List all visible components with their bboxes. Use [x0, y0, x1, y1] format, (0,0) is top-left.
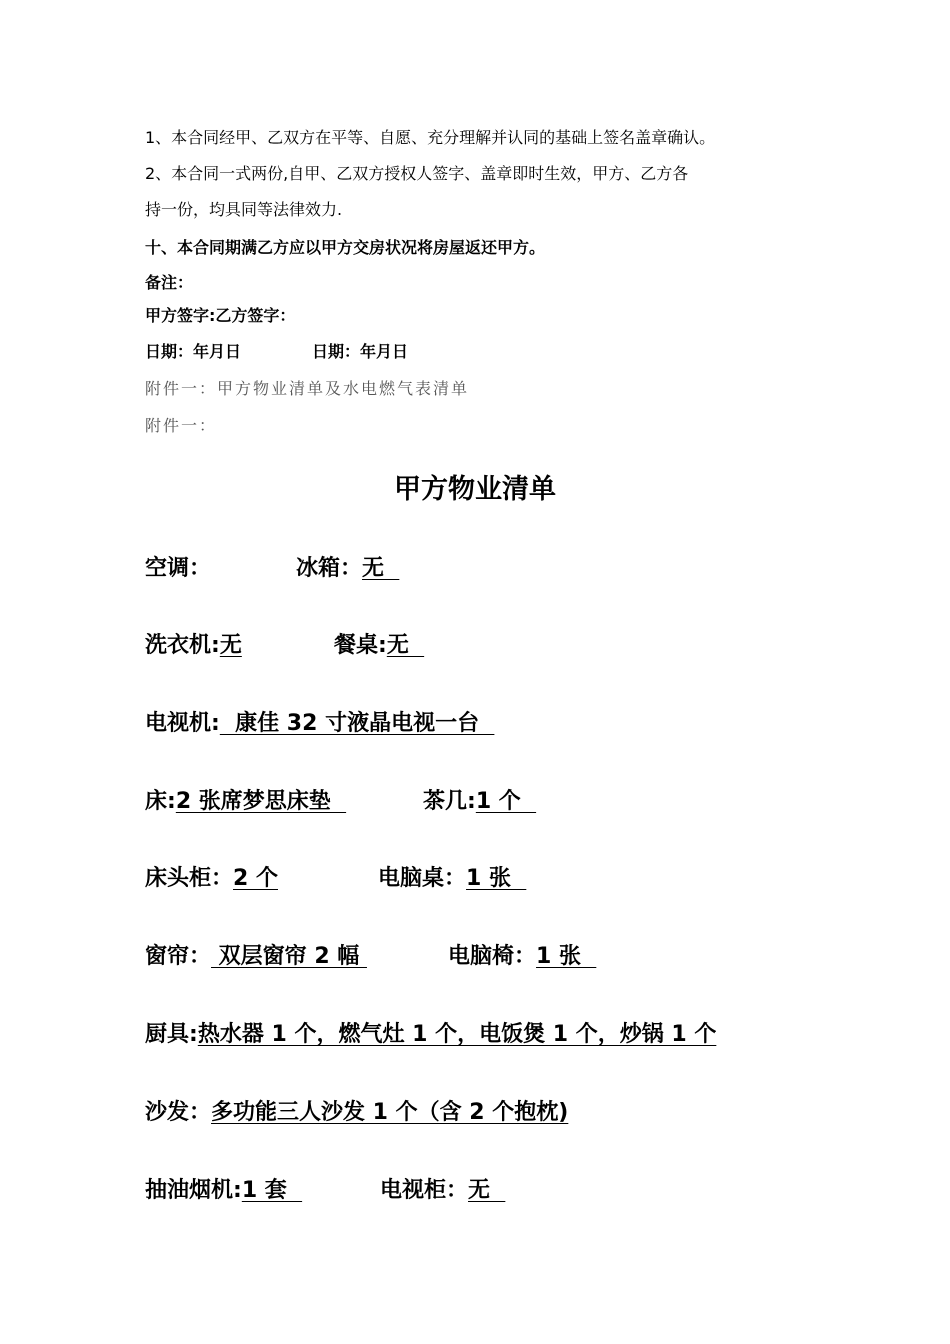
computer-chair-entry — [448, 939, 596, 970]
inventory-title: 甲方物业清单 — [394, 474, 556, 505]
dining-table-label: 餐桌: — [334, 633, 387, 658]
washer-label: 洗衣机: — [145, 633, 220, 658]
clause-2-line-2: 持一份，均具同等法律效力. — [145, 200, 343, 219]
tv-stand-label: 电视柜： — [380, 1178, 469, 1203]
washer-value: 无 — [219, 633, 242, 658]
range-hood-value: 1 套 — [241, 1178, 303, 1203]
air-conditioner-label: 空调： — [145, 556, 212, 581]
nightstand-value: 2 个 — [233, 866, 278, 891]
tv-entry — [145, 706, 494, 737]
curtain-entry — [145, 939, 367, 970]
computer-desk-value: 1 张 — [466, 866, 527, 891]
kitchenware-label: 厨具: — [145, 1022, 198, 1047]
tv-label: 电视机: — [145, 711, 220, 736]
kitchenware-entry — [145, 1017, 716, 1048]
tv-stand-entry — [380, 1173, 505, 1204]
range-hood-label: 抽油烟机: — [145, 1178, 242, 1203]
computer-chair-value: 1 张 — [536, 944, 597, 969]
date-line-party-a: 日期：年月日 — [145, 342, 242, 361]
dining-table-value: 无 — [386, 633, 425, 658]
dining-table-entry — [334, 628, 424, 659]
fridge-value: 无 — [362, 556, 400, 581]
tv-value: 康佳 32 寸液晶电视一台 — [219, 711, 495, 736]
clause-10: 十、本合同期满乙方应以甲方交房状况将房屋返还甲方。 — [145, 238, 546, 257]
attachment-label: 附件一： — [145, 416, 218, 435]
sofa-value: 多功能三人沙发 1 个（含 2 个抱枕) — [211, 1100, 569, 1125]
signature-line: 甲方签字:乙方签字： — [145, 306, 296, 325]
tea-table-value: 1 个 — [475, 789, 537, 814]
tv-stand-value: 无 — [468, 1178, 506, 1203]
computer-chair-label: 电脑椅： — [448, 944, 537, 969]
clause-2-line-1: 2、本合同一式两份,自甲、乙双方授权人签字、盖章即时生效，甲方、乙方各 — [145, 164, 689, 183]
date-line-party-b: 日期：年月日 — [312, 342, 409, 361]
sofa-entry — [145, 1095, 568, 1126]
range-hood-entry — [145, 1173, 302, 1204]
sofa-label: 沙发： — [145, 1100, 212, 1125]
curtain-label: 窗帘： — [145, 944, 212, 969]
remark-label: 备注： — [145, 273, 194, 292]
fridge-label: 冰箱： — [296, 556, 363, 581]
washer-entry — [145, 628, 242, 659]
attachment-list-line: 附件一：甲方物业清单及水电燃气表清单 — [145, 379, 470, 398]
tea-table-label: 茶几: — [423, 789, 476, 814]
computer-desk-entry — [378, 861, 526, 892]
bed-entry — [145, 784, 346, 815]
bed-value: 2 张席梦思床垫 — [175, 789, 347, 814]
curtain-value: 双层窗帘 2 幅 — [211, 944, 367, 969]
clause-1: 1、本合同经甲、乙双方在平等、自愿、充分理解并认同的基础上签名盖章确认。 — [145, 128, 716, 147]
fridge-entry — [296, 551, 399, 582]
nightstand-entry — [145, 861, 278, 892]
tea-table-entry — [423, 784, 536, 815]
computer-desk-label: 电脑桌： — [378, 866, 467, 891]
kitchenware-value: 热水器 1 个，燃气灶 1 个，电饭煲 1 个，炒锅 1 个 — [197, 1022, 717, 1047]
nightstand-label: 床头柜： — [145, 866, 234, 891]
bed-label: 床: — [145, 789, 176, 814]
